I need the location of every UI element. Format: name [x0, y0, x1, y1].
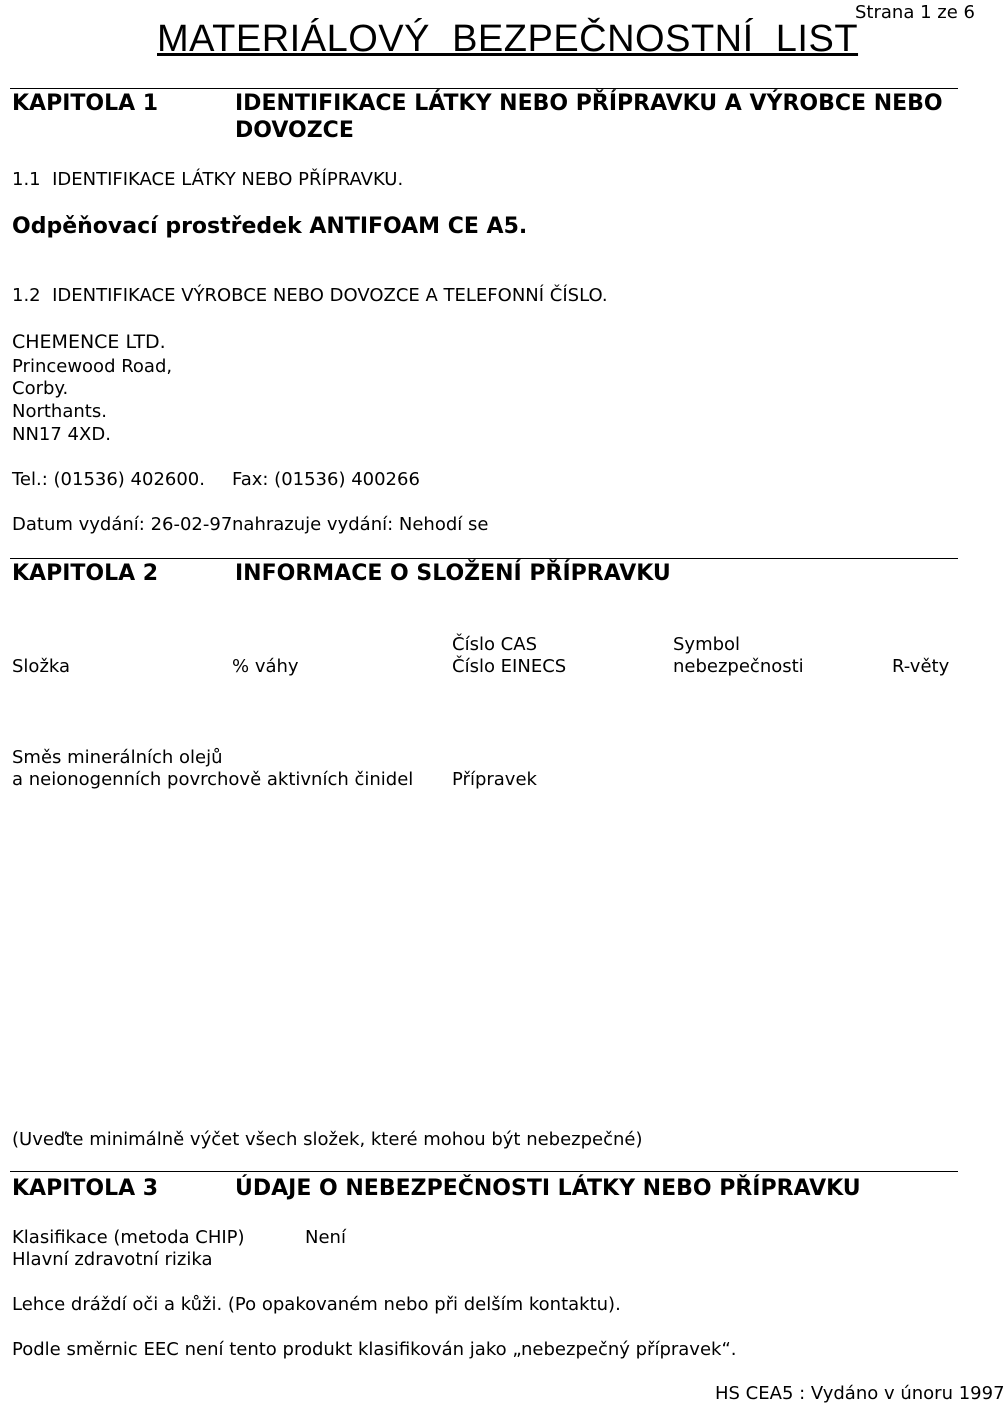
fax: Fax: (01536) 400266 — [232, 469, 420, 490]
column-header-component: Složka — [12, 656, 71, 677]
divider — [10, 88, 958, 89]
chapter-3-label: KAPITOLA 3 — [12, 1176, 159, 1201]
company-name: CHEMENCE LTD. — [12, 331, 166, 353]
column-header-weight: % váhy — [232, 656, 299, 677]
column-header-symbol: Symbol — [673, 634, 741, 655]
address-line: NN17 4XD. — [12, 424, 111, 445]
divider — [10, 558, 958, 559]
component-name-2: a neionogenních povrchově aktivních činidel — [12, 769, 414, 790]
telephone: Tel.: (01536) 402600. — [12, 469, 205, 490]
section-1-2-title: 1.2 IDENTIFIKACE VÝROBCE NEBO DOVOZCE A TELEFONNÍ ČÍSLO. — [12, 285, 608, 306]
address-line: Northants. — [12, 401, 107, 422]
chapter-2-label: KAPITOLA 2 — [12, 561, 159, 586]
column-header-symbol-2: nebezpečnosti — [673, 656, 804, 677]
eec-text: Podle směrnic EEC není tento produkt klasifikován jako „nebezpečný přípravek“. — [12, 1339, 737, 1360]
classification-value: Není — [305, 1227, 346, 1248]
composition-note: (Uveďte minimálně výčet všech složek, které mohou být nebezpečné) — [12, 1129, 643, 1150]
page-indicator: Strana 1 ze 6 — [855, 2, 975, 23]
classification-label: Klasifikace (metoda CHIP) — [12, 1227, 245, 1248]
component-name: Směs minerálních olejů — [12, 747, 223, 768]
component-cas: Přípravek — [452, 769, 537, 790]
chapter-1-heading-line1: IDENTIFIKACE LÁTKY NEBO PŘÍPRAVKU A VÝROBCE NEBO — [235, 91, 943, 116]
document-reference: HS CEA5 : Vydáno v únoru 1997 — [715, 1383, 1005, 1404]
chapter-1-label: KAPITOLA 1 — [12, 91, 159, 116]
address-line: Princewood Road, — [12, 356, 173, 377]
document-title: MATERIÁLOVÝ BEZPEČNOSTNÍ LIST — [157, 18, 859, 60]
chapter-3-heading: ÚDAJE O NEBEZPEČNOSTI LÁTKY NEBO PŘÍPRAVKU — [235, 1176, 861, 1201]
risk-text: Lehce dráždí oči a kůži. (Po opakovaném nebo při delším kontaktu). — [12, 1294, 621, 1315]
column-header-einecs: Číslo EINECS — [452, 656, 567, 677]
chapter-1-heading-line2: DOVOZCE — [235, 118, 354, 143]
chapter-2-heading: INFORMACE O SLOŽENÍ PŘÍPRAVKU — [235, 561, 671, 586]
issue-date: Datum vydání: 26-02-97 — [12, 514, 233, 535]
product-name: Odpěňovací prostředek ANTIFOAM CE A5. — [12, 214, 528, 239]
column-header-r-phrases: R-věty — [892, 656, 950, 677]
replaces-issue: nahrazuje vydání: Nehodí se — [232, 514, 489, 535]
divider — [10, 1171, 958, 1172]
main-risks-label: Hlavní zdravotní rizika — [12, 1249, 213, 1270]
section-1-1-title: 1.1 IDENTIFIKACE LÁTKY NEBO PŘÍPRAVKU. — [12, 169, 404, 190]
column-header-cas: Číslo CAS — [452, 634, 537, 655]
address-line: Corby. — [12, 378, 69, 399]
